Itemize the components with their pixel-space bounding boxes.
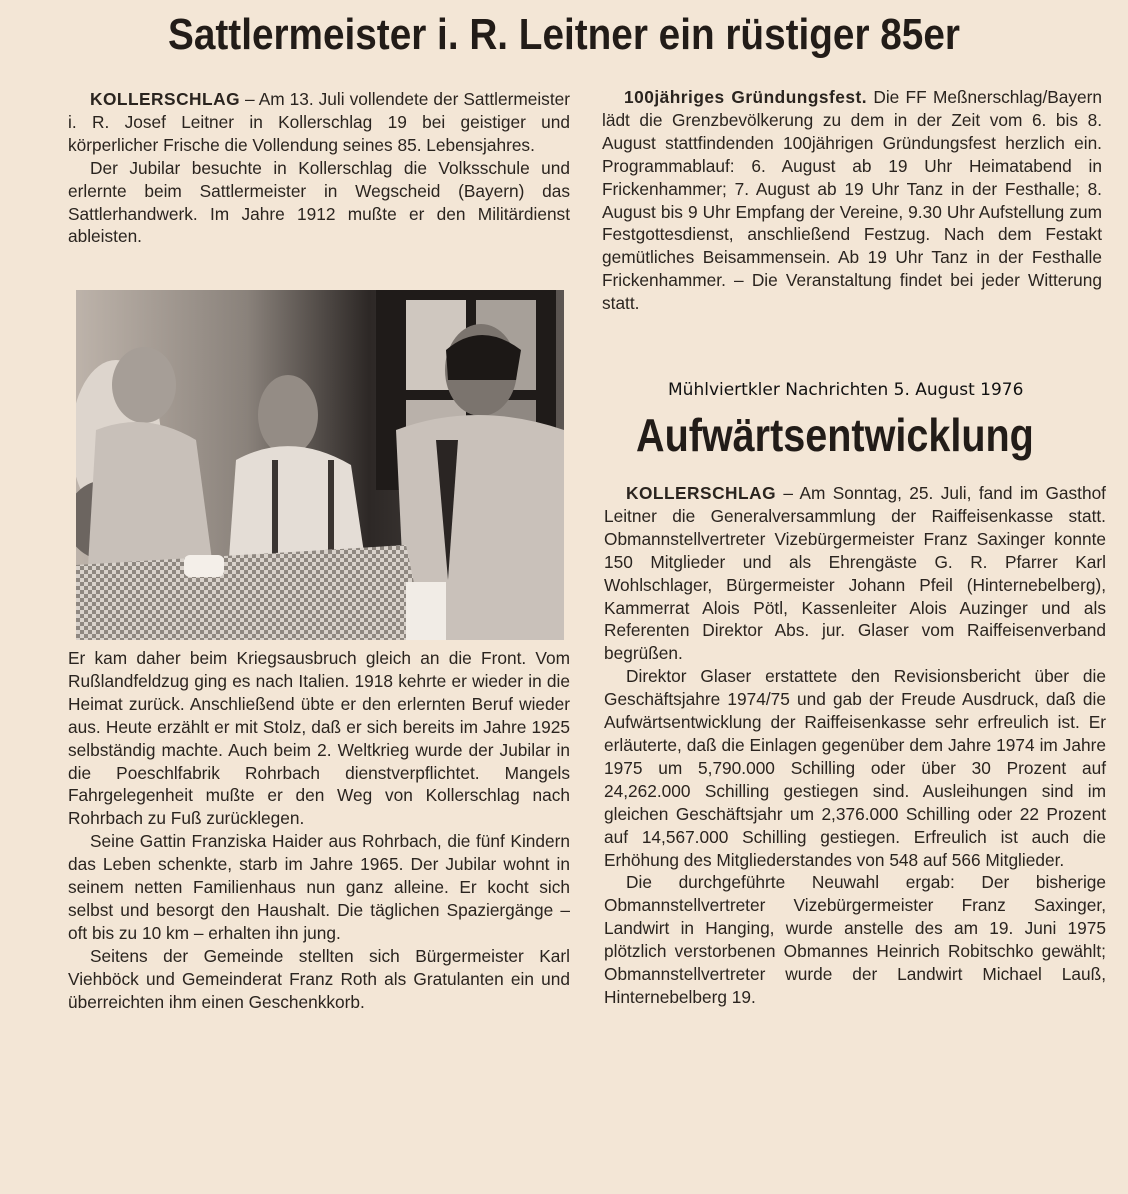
paragraph-text: – Am 13. Juli vollendete der Sattlermeister i. R. Josef Leitner in Kollerschlag 19 bei geistiger und körperlicher Frische die Vollendung seines 85. Lebensjahres.: [68, 89, 570, 155]
paragraph: Seine Gattin Franziska Haider aus Rohrbach, die fünf Kindern das Leben schenkte, starb im Jahre 1965. Der Jubilar wohnt in seinem netten Familienhaus nun ganz alleine. Er kocht sich selbst und besorgt den Haushalt. Die täglichen Spaziergänge – oft bis zu 10 km – erhalten ihn jung.: [68, 831, 570, 943]
dateline: KOLLERSCHLAG: [626, 483, 777, 503]
paragraph: Die durchgeführte Neuwahl ergab: Der bisherige Obmannstellvertreter Vizebürgermeister Franz Saxinger, Landwirt in Hanging, wurde anstelle des am 19. Juni 1975 plötzlich verstorbenen Obmannes Heinrich Robitschko gewählt; Obmannstellvertreter wurde der Landwirt Michael Lauß, Hinternebelberg 19.: [604, 872, 1106, 1007]
paragraph: Der Jubilar besuchte in Kollerschlag die Volksschule und erlernte beim Sattlermeister in Wegscheid (Bayern) das Sattlerhandwerk. Im Jahre 1912 mußte er den Militärdienst ableisten.: [68, 157, 570, 247]
notice-text: Die FF Meßnerschlag/Bayern lädt die Grenzbevölkerung zu dem in der Zeit vom 6. bis 8. August stattfindenden 100jährigen Gründungsfest herzlich ein. Programmablauf: 6. August ab 19 Uhr Heimatabend in Frickenhammer; 7. August ab 19 Uhr Tanz in der Festhalle; 8. August bis 9 Uhr Empfang der Vereine, 9.30 Uhr Aufstellung zum Festgottesdienst, anschließend Festzug. Nach dem Festakt gemütliches Beisammensein. Ab 19 Uhr Tanz in der Festhalle Frickenhammer. – Die Veranstaltung findet bei jeder Witterung statt.: [602, 87, 1102, 314]
article-photo: [76, 290, 564, 640]
paragraph: Direktor Glaser erstattete den Revisionsbericht über die Geschäftsjahre 1974/75 und gab der Freude Ausdruck, daß die Aufwärtsentwicklung der Raiffeisenkasse sehr erfreulich ist. Er erläuterte, daß die Einlagen gegenüber dem Jahre 1974 im Jahre 1975 um 5,790.000 Schilling oder über 30 Prozent auf 24,262.000 Schilling gestiegen sind. Ausleihungen sind im gleichen Geschäftsjahr um 2,376.000 Schilling oder 22 Prozent auf 14,567.000 Schilling gestiegen. Erfreulich ist auch die Erhöhung des Mitgliederstandes von 548 auf 566 Mitglieder.: [604, 666, 1106, 870]
article-headline-aufwaertsentwicklung: Aufwärtsentwicklung: [636, 409, 1034, 461]
article-leitner-continued: [68, 647, 570, 1014]
paragraph: [602, 86, 1102, 315]
paragraph-text: – Am Sonntag, 25. Juli, fand im Gasthof Leitner die Generalversammlung der Raiffeisenkasse statt. Obmannstellvertreter Vizebürgermeister Franz Saxinger konnte 150 Mitglieder und als Ehrengäste G. R. Pfarrer Karl Wohlschlager, Bürgermeister Johann Pfeil (Hinternebelberg), Kammerrat Alois Pötl, Kassenleiter Alois Auzinger und als Referenten Direktor Abs. jur. Glaser vom Raiffeisenverband begrüßen.: [604, 483, 1106, 664]
source-label: Mühlviertkler Nachrichten 5. August 1976: [668, 380, 1024, 400]
photo-image: [76, 290, 564, 640]
paragraph: [604, 482, 1106, 665]
notice-gruendungsfest: [602, 86, 1102, 315]
paragraph: Seitens der Gemeinde stellten sich Bürgermeister Karl Viehböck und Gemeinderat Franz Roth als Gratulanten ein und überreichten ihm einen Geschenkkorb.: [68, 945, 570, 1012]
article-leitner-intro: [68, 88, 570, 248]
paragraph: [68, 88, 570, 157]
paragraph: Er kam daher beim Kriegsausbruch gleich an die Front. Vom Rußlandfeldzug ging es nach Italien. 1918 kehrte er wieder in die Heimat zurück. Anschließend übte er den erlernten Beruf wieder aus. Heute erzählt er mit Stolz, daß er sich bereits im Jahre 1925 selbständig machte. Auch beim 2. Weltkrieg wurde der Jubilar in die Poeschlfabrik Rohrbach dienstverpflichtet. Mangels Fahrgelegenheit mußte er den Weg von Kollerschlag nach Rohrbach zu Fuß zurücklegen.: [68, 648, 570, 829]
article-raiffeisenkasse: [604, 482, 1106, 1009]
notice-lead: 100jähriges Gründungsfest.: [624, 87, 868, 107]
dateline: KOLLERSCHLAG: [90, 89, 241, 109]
page-headline: Sattlermeister i. R. Leitner ein rüstiger 85er: [168, 10, 960, 59]
